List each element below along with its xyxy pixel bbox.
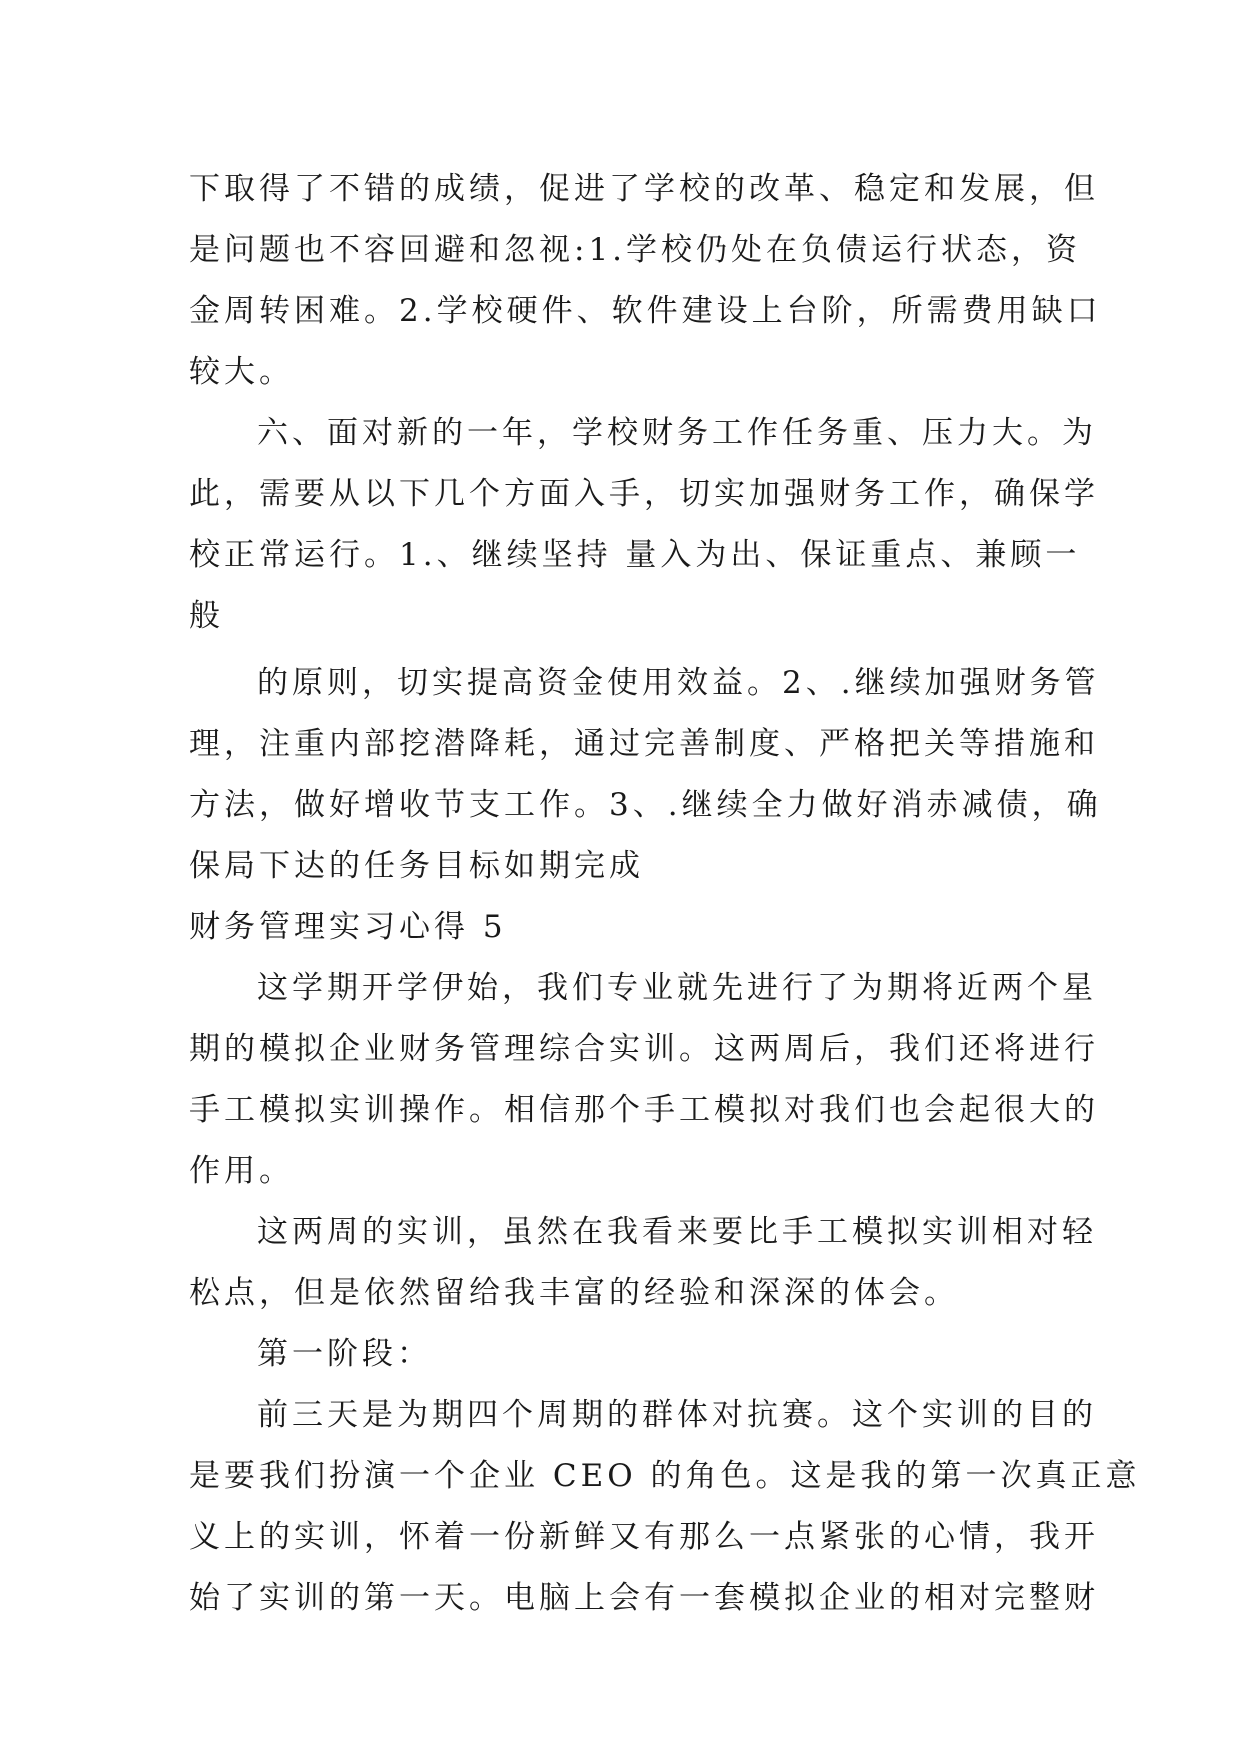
text-line: 此，需要从以下几个方面入手，切实加强财务工作，确保学 <box>189 476 1099 512</box>
text-line: 理，注重内部挖潜降耗，通过完善制度、严格把关等措施和 <box>189 726 1099 762</box>
text-line: 作用。 <box>189 1153 294 1189</box>
text-line: 是问题也不容回避和忽视:1.学校仍处在负债运行状态，资 <box>189 232 1082 268</box>
text-line: 金周转困难。2.学校硬件、软件建设上台阶，所需费用缺口 <box>189 293 1102 329</box>
section-heading: 财务管理实习心得 5 <box>189 909 507 945</box>
text-line: 校正常运行。1.、继续坚持 量入为出、保证重点、兼顾一 <box>189 537 1081 573</box>
text-line: 松点，但是依然留给我丰富的经验和深深的体会。 <box>189 1275 959 1311</box>
text-line: 保局下达的任务目标如期完成 <box>189 848 644 884</box>
text-line: 手工模拟实训操作。相信那个手工模拟对我们也会起很大的 <box>189 1092 1099 1128</box>
text-line: 义上的实训，怀着一份新鲜又有那么一点紧张的心情，我开 <box>189 1519 1099 1555</box>
text-line: 期的模拟企业财务管理综合实训。这两周后，我们还将进行 <box>189 1031 1099 1067</box>
text-line: 始了实训的第一天。电脑上会有一套模拟企业的相对完整财 <box>189 1580 1099 1616</box>
text-line: 方法，做好增收节支工作。3、.继续全力做好消赤减债，确 <box>189 787 1102 823</box>
document-body <box>189 159 1141 1629</box>
paragraph-start-line: 这两周的实训，虽然在我看来要比手工模拟实训相对轻 <box>257 1214 1097 1250</box>
text-line: 是要我们扮演一个企业 CEO 的角色。这是我的第一次真正意 <box>189 1458 1141 1494</box>
paragraph-start-line: 的原则，切实提高资金使用效益。2、.继续加强财务管 <box>257 665 1100 701</box>
paragraph-start-line: 六、面对新的一年，学校财务工作任务重、压力大。为 <box>257 415 1097 451</box>
paragraph-start-line: 前三天是为期四个周期的群体对抗赛。这个实训的目的 <box>257 1397 1097 1433</box>
text-line: 下取得了不错的成绩，促进了学校的改革、稳定和发展，但 <box>189 171 1099 207</box>
subheading-line: 第一阶段： <box>257 1336 432 1372</box>
text-line: 般 <box>189 598 224 634</box>
text-line: 较大。 <box>189 354 294 390</box>
paragraph-start-line: 这学期开学伊始，我们专业就先进行了为期将近两个星 <box>257 970 1097 1006</box>
